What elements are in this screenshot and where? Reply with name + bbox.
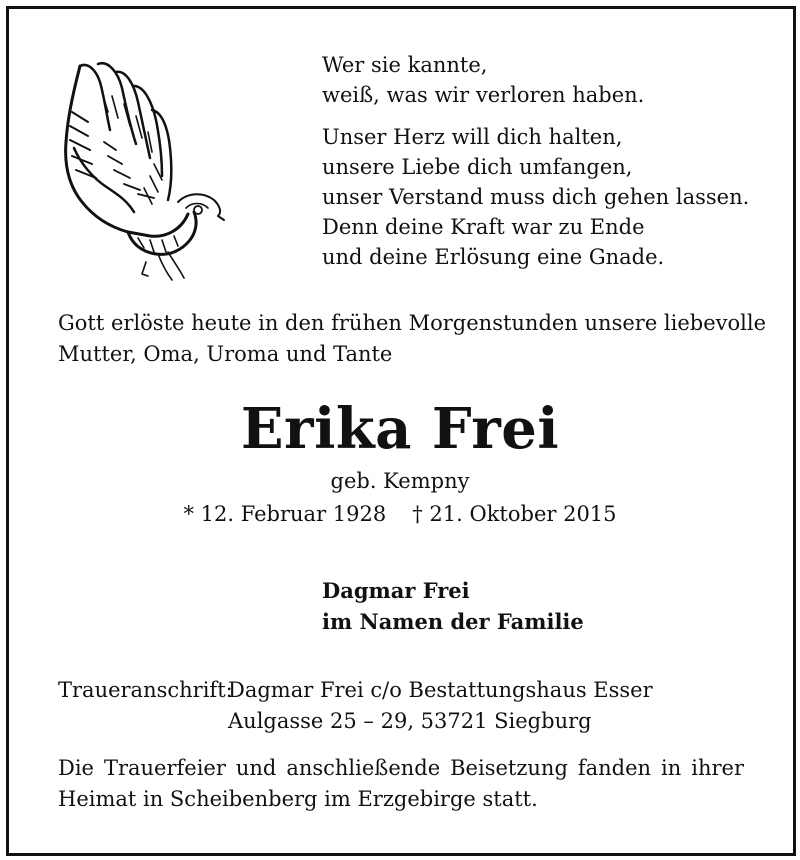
maiden-name: geb. Kempny — [330, 469, 470, 493]
address-label: Traueranschrift: — [58, 678, 233, 702]
intro-line: Mutter, Oma, Uroma und Tante — [58, 342, 393, 366]
poem-line: Wer sie kannte, — [322, 53, 488, 77]
poem-line: weiß, was wir verloren haben. — [322, 83, 645, 107]
poem-line: Unser Herz will dich halten, — [322, 125, 623, 149]
praying-hands-icon — [58, 52, 226, 284]
address-row — [58, 706, 653, 737]
poem-line: und deine Erlösung eine Gnade. — [322, 245, 665, 269]
address-line: Aulgasse 25 – 29, 53721 Siegburg — [228, 709, 592, 733]
intro-text — [58, 308, 767, 370]
signer-note: im Namen der Familie — [322, 609, 584, 634]
service-notice — [58, 753, 744, 815]
intro-line: Gott erlöste heute in den frühen Morgenstunden unsere liebevolle — [58, 311, 767, 335]
signer-name: Dagmar Frei — [322, 578, 470, 603]
mourning-address — [58, 675, 653, 737]
signers — [322, 575, 584, 637]
poem-line: unser Verstand muss dich gehen lassen. — [322, 185, 750, 209]
address-line: Dagmar Frei c/o Bestattungshaus Esser — [228, 678, 653, 702]
poem-line: Denn deine Kraft war zu Ende — [322, 215, 645, 239]
life-dates — [0, 499, 800, 529]
poem-stanza — [322, 50, 749, 110]
birth-date: * 12. Februar 1928 — [183, 502, 387, 526]
deceased-name: Erika Frei — [240, 396, 560, 462]
death-date: † 21. Oktober 2015 — [412, 502, 617, 526]
address-row — [58, 675, 653, 706]
service-line: Heimat in Scheibenberg im Erzgebirge statt. — [58, 787, 538, 811]
poem — [322, 50, 749, 284]
poem-stanza — [322, 122, 749, 272]
poem-line: unsere Liebe dich umfangen, — [322, 155, 633, 179]
service-line: Die Trauerfeier und anschließende Beisetzung fanden in ihrer — [58, 756, 744, 780]
